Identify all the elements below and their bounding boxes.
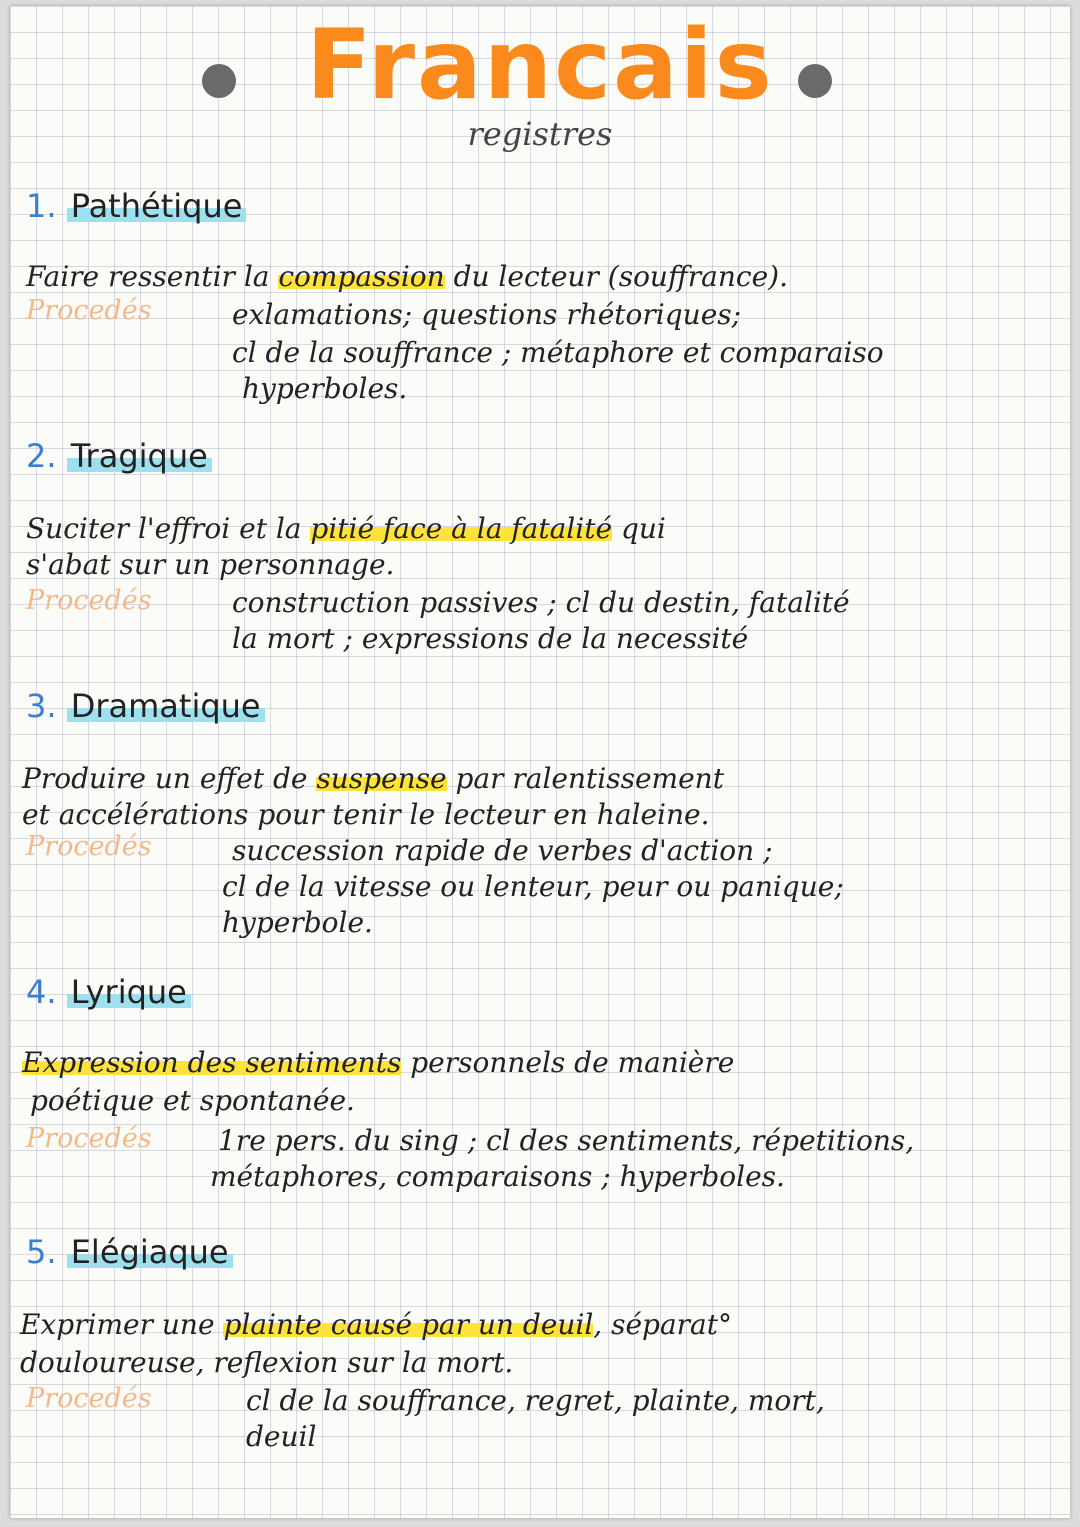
procedes-label: Procedés <box>26 585 152 616</box>
section-heading-lyrique <box>26 970 191 1014</box>
definition-line: poétique et spontanée. <box>30 1084 355 1117</box>
definition-line: et accélérations pour tenir le lecteur en haleine. <box>22 798 710 831</box>
section-number: 2. <box>26 437 57 475</box>
highlight: compassion <box>278 260 445 293</box>
section-number: 3. <box>26 687 57 725</box>
procedes-line: exlamations; questions rhétoriques; <box>232 298 742 331</box>
procedes-label: Procedés <box>26 1123 152 1154</box>
procedes-line: la mort ; expressions de la necessité <box>232 622 749 655</box>
highlight: plainte causé par un deuil <box>223 1308 594 1341</box>
definition-line: Produire un effet de suspense par ralentissement <box>22 762 724 795</box>
highlight: Expression des sentiments <box>22 1046 402 1079</box>
section-number: 4. <box>26 973 57 1011</box>
notebook-page <box>10 6 1070 1518</box>
procedes-line: cl de la souffrance, regret, plainte, mort, <box>246 1384 825 1417</box>
section-title: Elégiaque <box>67 1233 233 1271</box>
procedes-line: construction passives ; cl du destin, fatalité <box>232 586 850 619</box>
section-number: 1. <box>26 187 57 225</box>
definition-line: Suciter l'effroi et la pitié face à la fatalité qui <box>26 512 666 545</box>
highlight: pitié face à la fatalité <box>310 512 613 545</box>
definition-line: Exprimer une plainte causé par un deuil, séparat° <box>20 1308 732 1341</box>
definition-line: Faire ressentir la compassion du lecteur (souffrance). <box>26 260 788 293</box>
section-title: Lyrique <box>67 973 191 1011</box>
highlight: suspense <box>316 762 447 795</box>
section-number: 5. <box>26 1233 57 1271</box>
definition-line: Expression des sentiments personnels de manière <box>22 1046 735 1079</box>
procedes-label: Procedés <box>26 831 152 862</box>
procedes-line: hyperbole. <box>222 906 373 939</box>
section-title: Dramatique <box>67 687 265 725</box>
procedes-line: hyperboles. <box>242 372 408 405</box>
procedes-label: Procedés <box>26 295 152 326</box>
procedes-line: 1re pers. du sing ; cl des sentiments, répetitions, <box>218 1124 915 1157</box>
section-title: Tragique <box>67 437 212 475</box>
definition-line: s'abat sur un personnage. <box>26 548 395 581</box>
section-heading-pathetique <box>26 184 246 228</box>
section-title: Pathétique <box>67 187 247 225</box>
section-heading-tragique <box>26 434 212 478</box>
procedes-line: cl de la vitesse ou lenteur, peur ou panique; <box>222 870 844 903</box>
procedes-label: Procedés <box>26 1383 152 1414</box>
page-subtitle: registres <box>467 115 613 153</box>
procedes-line: métaphores, comparaisons ; hyperboles. <box>210 1160 785 1193</box>
section-heading-dramatique <box>26 684 265 728</box>
procedes-line: deuil <box>246 1420 317 1453</box>
procedes-line: cl de la souffrance ; métaphore et comparaiso <box>232 336 884 369</box>
page-title: Francais <box>306 9 774 121</box>
procedes-line: succession rapide de verbes d'action ; <box>232 834 773 867</box>
section-heading-elegiaque <box>26 1230 233 1274</box>
definition-line: douloureuse, reflexion sur la mort. <box>20 1346 514 1379</box>
